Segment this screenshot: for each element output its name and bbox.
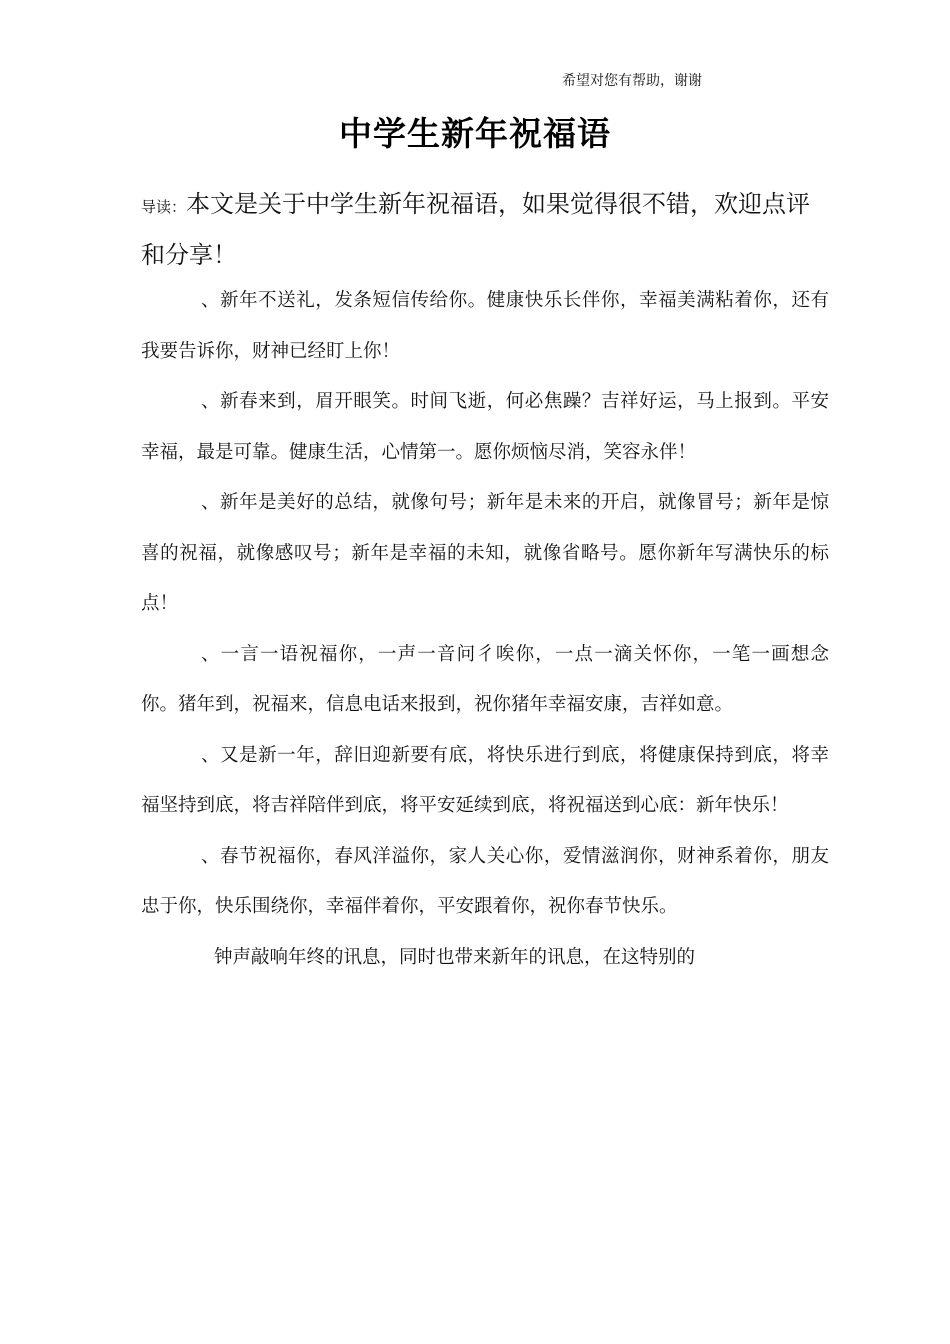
body-text: [141, 276, 829, 983]
blessing-paragraph-4: 、一言一语祝福你，一声一音问彳唉你，一点一滴关怀你，一笔一画想念你。猪年到，祝福来，信息电话来报到，祝你猪年幸福安康，吉祥如意。: [141, 643, 829, 715]
blessing-paragraph-6: 、春节祝福你，春风洋溢你，家人关心你，爱情滋润你，财神系着你，朋友忠于你，快乐围绕你，幸福伴着你，平安跟着你，祝你春节快乐。: [141, 845, 829, 917]
tail-paragraph: 钟声敲响年终的讯息，同时也带来新年的讯息，在这特别的: [214, 946, 696, 968]
intro-label: 导读：: [141, 198, 187, 216]
intro-paragraph: [141, 180, 821, 279]
page-title: 中学生新年祝福语: [339, 114, 611, 153]
intro-text: 本文是关于中学生新年祝福语，如果觉得很不错，欢迎点评和分享！: [141, 190, 811, 269]
header-note: 希望对您有帮助，谢谢: [562, 73, 702, 89]
blessing-paragraph-2: 、新春来到，眉开眼笑。时间飞逝，何必焦躁？吉祥好运，马上报到。平安幸福，最是可靠。健康生活，心情第一。愿你烦恼尽消，笑容永伴！: [141, 391, 829, 463]
blessing-paragraph-5: 、又是新一年，辞旧迎新要有底，将快乐进行到底，将健康保持到底，将幸福坚持到底，将吉祥陪伴到底，将平安延续到底，将祝福送到心底：新年快乐！: [141, 744, 829, 816]
blessing-paragraph-1: 、新年不送礼，发条短信传给你。健康快乐长伴你，幸福美满粘着你，还有我要告诉你，财神已经盯上你！: [141, 290, 829, 362]
blessing-paragraph-3: 、新年是美好的总结，就像句号；新年是未来的开启，就像冒号；新年是惊喜的祝福，就像感叹号；新年是幸福的未知，就像省略号。愿你新年写满快乐的标点！: [141, 492, 829, 614]
